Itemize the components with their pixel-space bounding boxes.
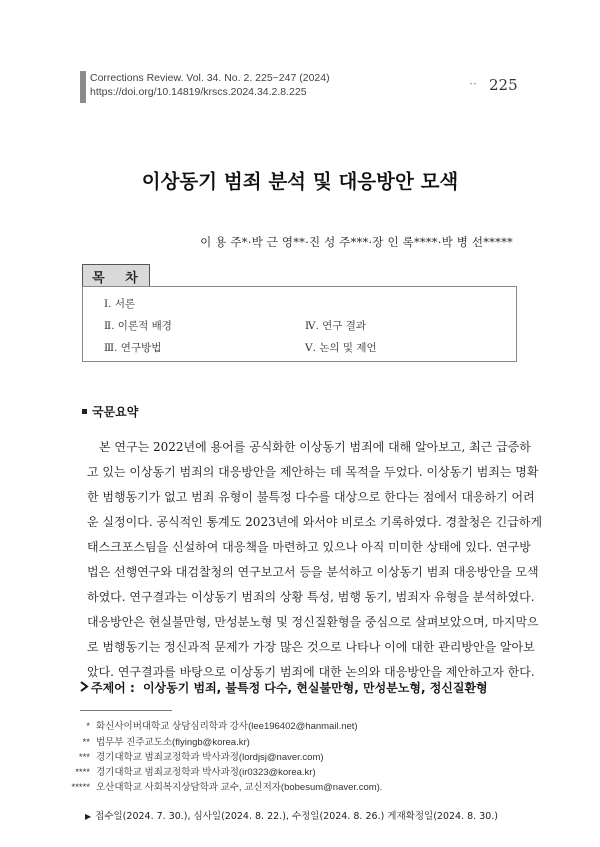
- abstract-line: 운 실정이다. 공식적인 통계도 2023년에 와서야 비로소 기록하였다. 경찰청은 긴급하게: [87, 515, 543, 529]
- footnote-item: [50, 734, 250, 748]
- footnote-text: 법무부 진주교도소(flyingb@korea.kr): [96, 737, 250, 748]
- page-marker: • •: [470, 82, 476, 88]
- footnote-item: [50, 779, 382, 793]
- toc-item-method: Ⅲ. 연구방법: [104, 342, 162, 354]
- journal-citation: Corrections Review. Vol. 34. No. 2. 225~247 (2024): [90, 72, 330, 84]
- submission-dates: [85, 808, 498, 822]
- paper-title: 이상동기 범죄 분석 및 대응방안 모색: [141, 170, 459, 193]
- keywords-label: 주제어 :: [91, 681, 135, 695]
- journal-header-bar: [80, 71, 86, 103]
- toc-item-discussion: Ⅴ. 논의 및 제언: [305, 342, 377, 354]
- footnote-text: 오산대학교 사회복지상담학과 교수, 교신저자(bobesum@naver.com).: [96, 782, 383, 793]
- abstract-line: 하였다. 연구결과는 이상동기 범죄의 상황 특성, 범행 동기, 범죄자 유형을 분석하였다.: [87, 590, 535, 604]
- toc-item-introduction: Ⅰ. 서론: [104, 298, 136, 310]
- footnote-mark: *****: [71, 782, 90, 793]
- footnote-text: 경기대학교 범죄교정학과 박사과정(lordjsj@naver.com): [96, 752, 324, 763]
- abstract-line: 태스크포스팀을 신설하여 대응책을 마련하고 있으나 아직 미미한 상태에 있다. 연구방: [87, 540, 531, 554]
- toc-item-theory: Ⅱ. 이론적 배경: [104, 320, 172, 332]
- toc-item-results: Ⅳ. 연구 결과: [305, 320, 367, 332]
- footnote-mark: **: [82, 737, 90, 748]
- abstract-heading: [82, 403, 138, 420]
- footnote-divider: [80, 710, 172, 711]
- footnote-item: [50, 718, 358, 732]
- abstract-line: 본 연구는 2022년에 용어를 공식화한 이상동기 범죄에 대해 알아보고, 최근 급증하: [99, 440, 531, 454]
- toc-heading: 목 차: [92, 271, 146, 286]
- abstract-line: 았다. 연구결과를 바탕으로 이상동기 범죄에 대한 논의와 대응방안을 제안하고자 한다.: [87, 665, 535, 679]
- footnote-mark: ****: [75, 767, 90, 778]
- footnote-item: [50, 749, 324, 763]
- author-list: 이 용 주*·박 근 영**·진 성 주***·장 인 록****·박 병 선*****: [200, 235, 513, 249]
- footnote-mark: *: [86, 721, 90, 732]
- abstract-heading-text: 국문요약: [92, 405, 139, 419]
- triangle-bullet-icon: ▶: [85, 812, 92, 821]
- abstract-line: 고 있는 이상동기 범죄의 대응방안을 제안하는 데 목적을 두었다. 이상동기 범죄는 명확: [87, 465, 539, 479]
- doi-link[interactable]: https://doi.org/10.14819/krscs.2024.34.2.8.225: [90, 86, 307, 98]
- keyword-arrow-icon: [80, 681, 89, 692]
- keywords: [80, 679, 488, 696]
- square-bullet-icon: [82, 409, 87, 414]
- keywords-text: 이상동기 범죄, 불특정 다수, 현실불만형, 만성분노형, 정신질환형: [142, 681, 488, 695]
- page-number: 225: [489, 76, 518, 94]
- footnote-item: [50, 764, 316, 778]
- footnote-mark: ***: [78, 752, 90, 763]
- footnote-text: 화신사이버대학교 상담심리학과 강사(lee196402@hanmail.net): [96, 721, 358, 732]
- abstract-line: 대응방안은 현실불만형, 만성분노형 및 정신질환형을 중심으로 살펴보았으며, 마지막으: [87, 615, 539, 629]
- submission-dates-text: 접수일(2024. 7. 30.), 심사일(2024. 8. 22.), 수정일(2024. 8. 26.) 게재확정일(2024. 8. 30.): [95, 811, 499, 822]
- abstract-line: 로 범행동기는 정신과적 문제가 가장 많은 것으로 나타나 이에 대한 관리방안을 알아보: [87, 640, 535, 654]
- footnote-text: 경기대학교 범죄교정학과 박사과정(ir0323@korea.kr): [96, 767, 316, 778]
- abstract-line: 한 범행동기가 없고 범죄 유형이 불특정 다수를 대상으로 한다는 점에서 대응하기 어려: [87, 490, 535, 504]
- abstract-line: 법은 선행연구와 대검찰청의 연구보고서 등을 분석하고 이상동기 범죄 대응방안을 모색: [87, 565, 539, 579]
